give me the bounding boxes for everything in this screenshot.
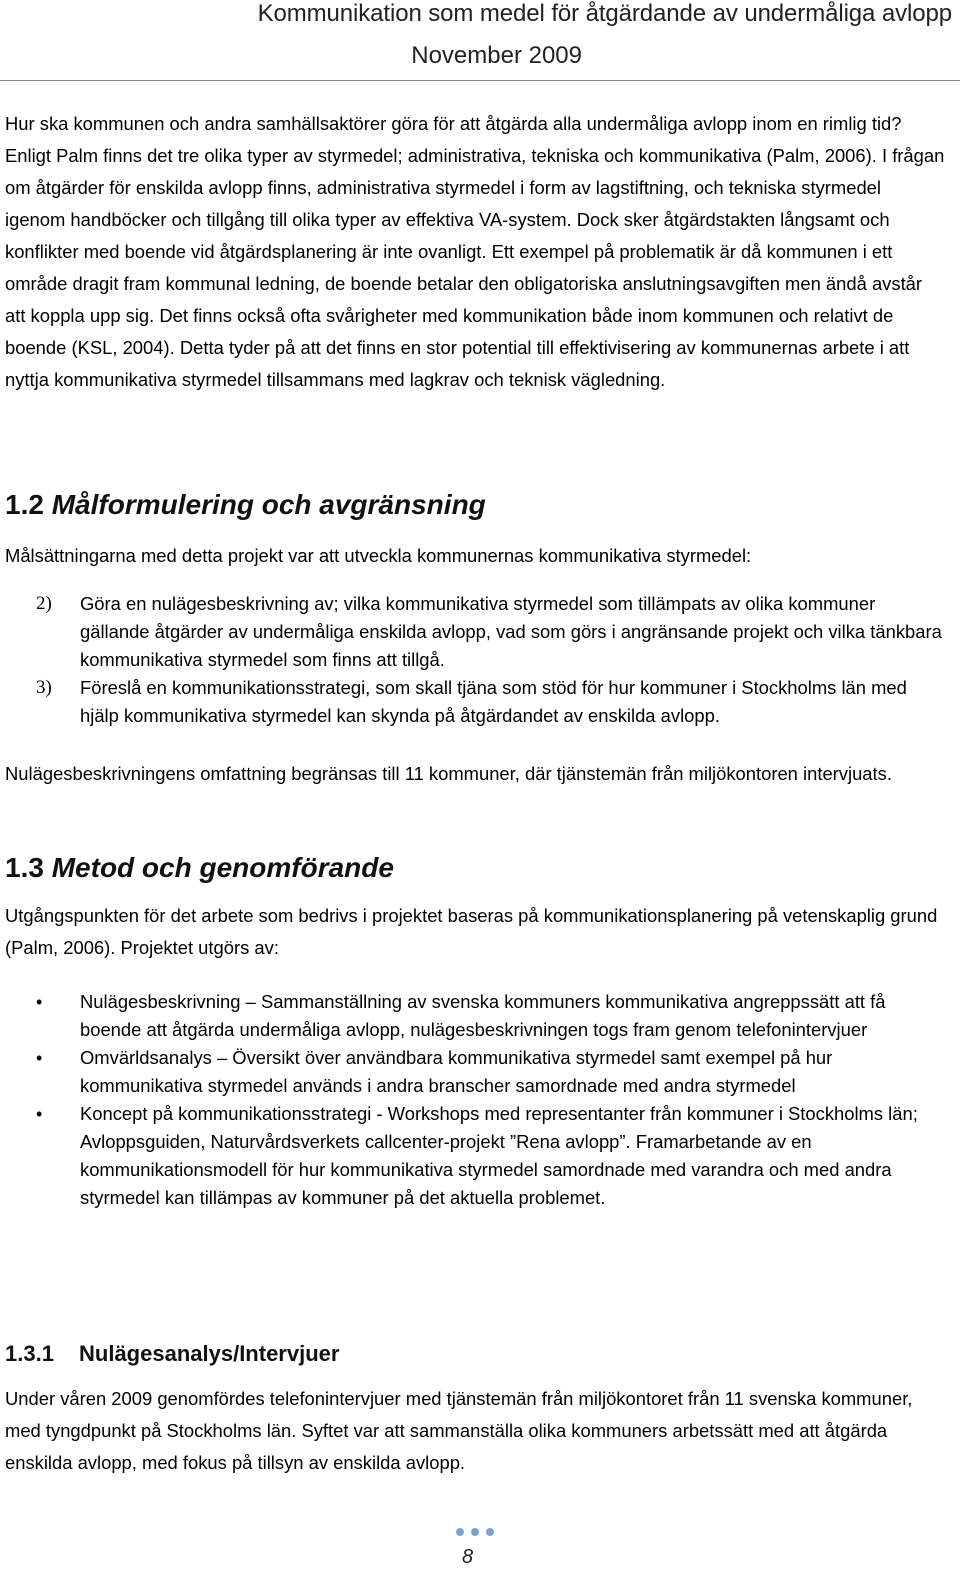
method-bullet-list bbox=[36, 988, 946, 1212]
dot-icon bbox=[456, 1528, 464, 1536]
section-heading-1-2 bbox=[5, 489, 486, 521]
list-item bbox=[36, 1044, 946, 1100]
page-number: 8 bbox=[462, 1546, 474, 1568]
header-title: Kommunikation som medel för åtgärdande av undermåliga avlopp bbox=[257, 0, 952, 27]
list-item-text: Nulägesbeskrivning – Sammanställning av svenska kommuners kommunikativa angreppssätt att få boende att åtgärda undermåliga avlopp, nulägesbeskrivningen togs fram genom telefonintervjuer bbox=[80, 991, 886, 1040]
section-number: 1.3.1 bbox=[5, 1341, 54, 1366]
header-date: November 2009 bbox=[411, 42, 582, 69]
list-item bbox=[36, 988, 946, 1044]
list-item bbox=[36, 1100, 946, 1212]
list-marker: 2) bbox=[36, 593, 52, 614]
list-item-text: Omvärldsanalys – Översikt över användbara kommunikativa styrmedel samt exempel på hur kommunikativa styrmedel används i andra branscher samordnade med andra styrmedel bbox=[80, 1047, 833, 1096]
section-1-3-intro: Utgångspunkten för det arbete som bedrivs i projektet baseras på kommunikationsplanering på vetenskaplig grund (Palm, 2006). Projektet utgörs av: bbox=[5, 905, 938, 958]
list-marker: 3) bbox=[36, 677, 52, 698]
bullet-icon: • bbox=[36, 1048, 43, 1068]
section-title: Målformulering och avgränsning bbox=[51, 489, 486, 520]
list-item bbox=[36, 674, 946, 730]
section-1-2-scope: Nulägesbeskrivningens omfattning begränsas till 11 kommuner, där tjänstemän från miljökontoren intervjuats. bbox=[5, 763, 892, 784]
footer-dots-icon bbox=[456, 1528, 496, 1538]
section-1-3-1-text: Under våren 2009 genomfördes telefonintervjuer med tjänstemän från miljökontoret från 11 svenska kommuner, med tyngdpunkt på Stockholms län. Syftet var att sammanställa olika kommuners arbetssätt med att åtgärda enskilda avlopp, med fokus på tillsyn av enskilda avlopp. bbox=[5, 1388, 913, 1473]
list-item-text: Föreslå en kommunikationsstrategi, som skall tjäna som stöd för hur kommuner i Stockholms län med hjälp kommunikativa styrmedel kan skynda på åtgärdandet av enskilda avlopp. bbox=[80, 677, 907, 726]
header-divider bbox=[0, 80, 960, 81]
section-title: Metod och genomförande bbox=[51, 852, 394, 883]
section-title: Nulägesanalys/Intervjuer bbox=[79, 1341, 340, 1366]
dot-icon bbox=[486, 1528, 494, 1536]
goals-list bbox=[36, 590, 946, 730]
section-1-2-intro: Målsättningarna med detta projekt var att utveckla kommunernas kommunikativa styrmedel: bbox=[5, 545, 752, 566]
section-heading-1-3 bbox=[5, 852, 394, 884]
section-number: 1.2 bbox=[5, 489, 44, 520]
bullet-icon: • bbox=[36, 1104, 43, 1124]
intro-paragraph: Hur ska kommunen och andra samhällsaktörer göra för att åtgärda alla undermåliga avlopp inom en rimlig tid? Enligt Palm finns det tre olika typer av styrmedel; administrativa, tekniska och kommunikativa (Palm, 2006). I frågan om åtgärder för enskilda avlopp finns, administrativa styrmedel i form av lagstiftning, och tekniska styrmedel igenom handböcker och tillgång till olika typer av effektiva VA-system. Dock sker åtgärdstakten långsamt och konflikter med boende vid åtgärdsplanering är inte ovanligt. Ett exempel på problematik är då kommunen i ett område dragit fram kommunal ledning, de boende betalar den obligatoriska anslutningsavgiften men ändå avstår att koppla upp sig. Det finns också ofta svårigheter med kommunikation både inom kommunen och relativt de boende (KSL, 2004). Detta tyder på att det finns en stor potential till effektivisering av kommunernas arbete i att nyttja kommunikativa styrmedel tillsammans med lagkrav och teknisk vägledning. bbox=[5, 113, 945, 390]
section-heading-1-3-1 bbox=[5, 1341, 339, 1367]
bullet-icon: • bbox=[36, 992, 43, 1012]
dot-icon bbox=[471, 1528, 479, 1536]
list-item bbox=[36, 590, 946, 674]
section-number: 1.3 bbox=[5, 852, 44, 883]
list-item-text: Göra en nulägesbeskrivning av; vilka kommunikativa styrmedel som tillämpats av olika kommuner gällande åtgärder av undermåliga enskilda avlopp, vad som görs i angränsande projekt och vilka tänkbara kommunikativa styrmedel som finns att tillgå. bbox=[80, 593, 942, 670]
list-item-text: Koncept på kommunikationsstrategi - Workshops med representanter från kommuner i Stockholms län; Avloppsguiden, Naturvårdsverkets callcenter-projekt ”Rena avlopp”. Framarbetande av en kommunikationsmodell för hur kommunikativa styrmedel samordnade med varandra och med andra styrmedel kan tillämpas av kommuner på det aktuella problemet. bbox=[80, 1103, 918, 1208]
